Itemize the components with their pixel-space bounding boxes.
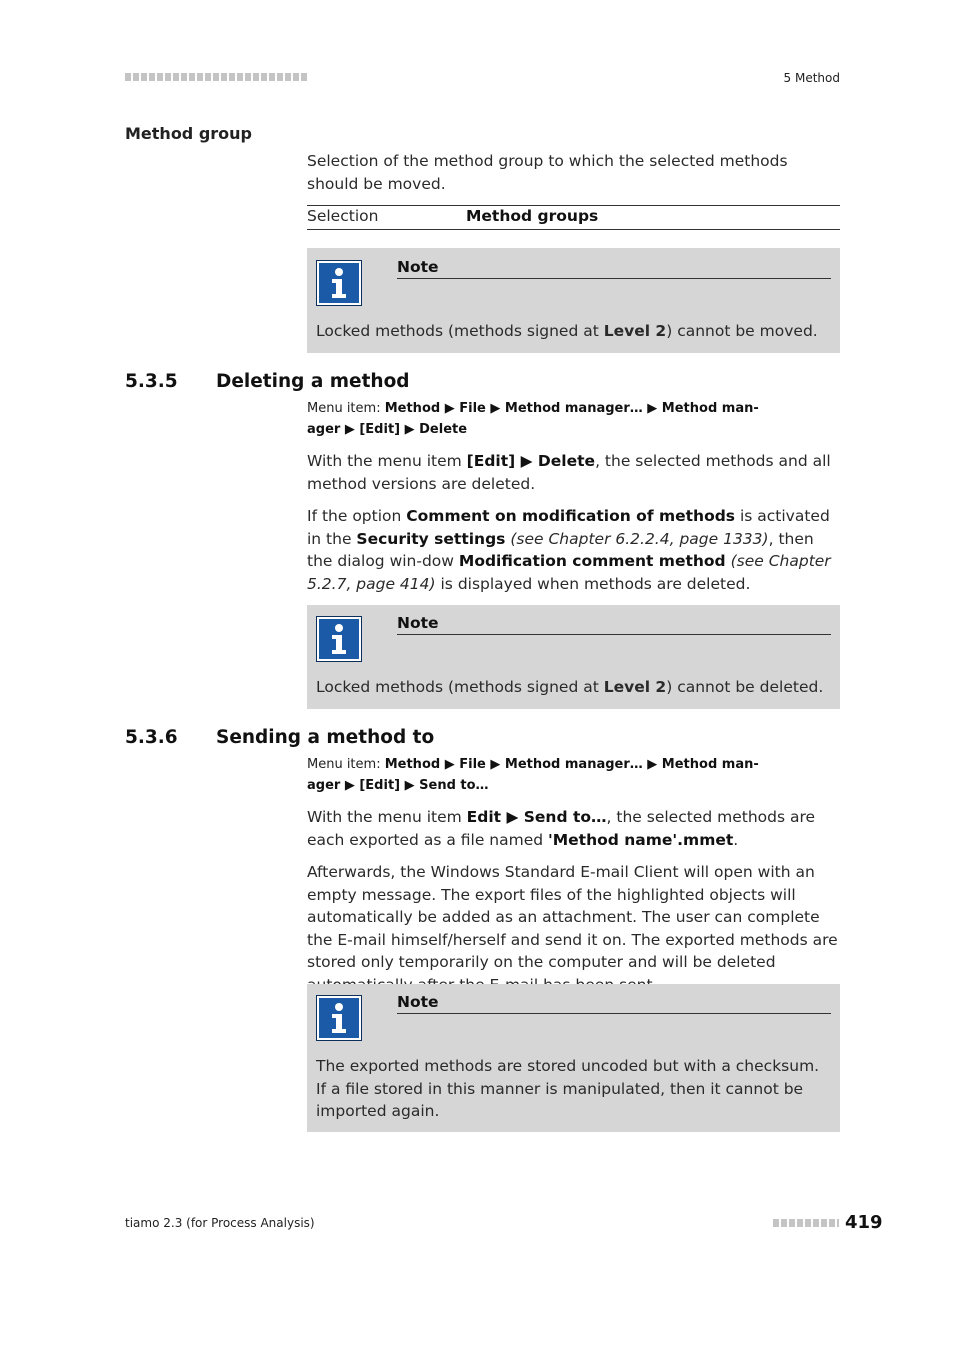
running-header-chapter: 5 Method bbox=[783, 71, 840, 85]
footer-decoration bbox=[773, 1219, 839, 1227]
selection-value: Method groups bbox=[466, 207, 599, 225]
paragraph: With the menu item Edit ▶ Send to…, the selected methods are each exported as a file named 'Method name'.mmet. bbox=[307, 808, 816, 849]
cross-reference-link[interactable]: (see Chapter 6.2.2.4, page 1333) bbox=[505, 529, 769, 548]
note-title: Note bbox=[397, 993, 831, 1014]
menu-path: Menu item: Method ▶ File ▶ Method manager… ▶ Method man- ager ▶ [Edit] ▶ Send to… bbox=[307, 757, 759, 793]
footer-product-title: tiamo 2.3 (for Process Analysis) bbox=[125, 1216, 315, 1230]
paragraph: Afterwards, the Windows Standard E-mail Client will open with an empty message. The export files of the highlighted objects will automatically be added as an attachment. The user can complete the E-mail himself/herself and send it on. The exported methods are stored only temporarily on the computer and will be deleted bbox=[307, 863, 838, 971]
section-title: Sending a method to bbox=[216, 727, 435, 748]
note-box bbox=[307, 248, 840, 353]
section-title: Deleting a method bbox=[216, 371, 410, 392]
menu-path: Menu item: Method ▶ File ▶ Method manager… ▶ Method man- ager ▶ [Edit] ▶ Delete bbox=[307, 401, 759, 437]
selection-table bbox=[307, 205, 840, 230]
paragraph: If the option Comment on modification of methods is activated in the Security settings (see Chapter 6.2.2.4, page 1333), then the dialog win-dow Modification comment method (see Chapter 5.2.7, page 414) is displayed when methods are deleted. bbox=[307, 507, 831, 593]
header-decoration bbox=[125, 73, 307, 81]
info-icon bbox=[316, 616, 362, 662]
param-title-method-group: Method group bbox=[125, 124, 253, 143]
info-icon bbox=[316, 995, 362, 1041]
note-text: The exported methods are stored uncoded but with a checksum. If a file stored in this manner is manipulated, then it cannot be imported again. bbox=[316, 1057, 820, 1120]
paragraph: With the menu item [Edit] ▶ Delete, the selected methods and all method versions are deleted. bbox=[307, 452, 831, 493]
param-description: Selection of the method group to which the selected methods should be moved. bbox=[307, 152, 788, 193]
note-text: Locked methods (methods signed at Level 2) cannot be deleted. bbox=[316, 678, 824, 696]
note-box bbox=[307, 984, 840, 1132]
note-text: Locked methods (methods signed at Level 2) cannot be moved. bbox=[316, 322, 818, 340]
selection-label: Selection bbox=[307, 207, 379, 225]
note-title: Note bbox=[397, 614, 831, 635]
note-box bbox=[307, 605, 840, 709]
cross-reference-link[interactable]: (see Chapter 5.2.7, page 414) bbox=[307, 552, 831, 593]
section-number: 5.3.5 bbox=[125, 371, 178, 392]
info-icon bbox=[316, 260, 362, 306]
page-number: 419 bbox=[845, 1212, 883, 1233]
section-number: 5.3.6 bbox=[125, 727, 178, 748]
note-title: Note bbox=[397, 258, 831, 279]
